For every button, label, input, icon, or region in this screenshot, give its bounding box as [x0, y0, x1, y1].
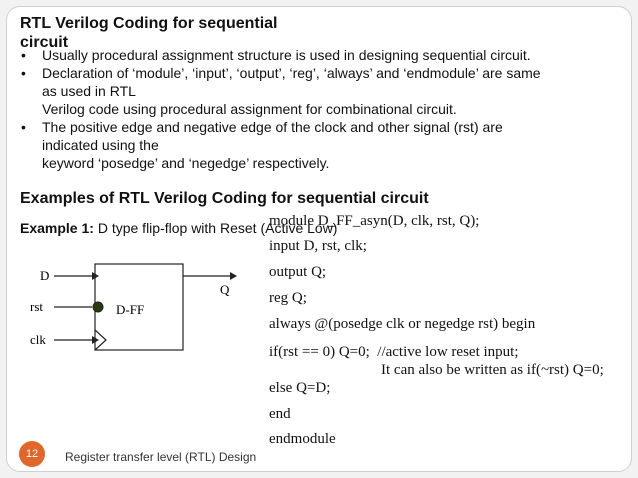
bullet-text: Verilog code using procedural assignment for combinational circuit.: [42, 101, 457, 117]
arrow-q-icon: [230, 272, 237, 280]
bullet-list: [20, 46, 620, 172]
slide: [6, 6, 632, 472]
input-label-d: D: [40, 268, 50, 283]
code-line: else Q=D;: [269, 380, 331, 396]
input-label-rst: rst: [30, 299, 43, 314]
slide-title: RTL Verilog Coding for sequential circuit: [20, 15, 278, 51]
input-label-clk: clk: [30, 332, 46, 347]
bullet-item: [20, 64, 620, 118]
bullet-text: as used in RTL: [42, 83, 136, 99]
bullet-text: indicated using the: [42, 137, 159, 153]
bullet-text: Usually procedural assignment structure is used in designing sequential circuit.: [42, 47, 531, 63]
bullet-text: The positive edge and negative edge of the clock and other signal (rst) are: [42, 119, 503, 135]
code-line: end: [269, 406, 291, 422]
dff-block-label: D-FF: [116, 302, 145, 317]
code-line: output Q;: [269, 264, 327, 280]
section-heading: Examples of RTL Verilog Coding for sequential circuit: [20, 190, 429, 207]
bullet-icon: •: [21, 119, 26, 135]
bullet-text: keyword ‘posedge’ and ‘negedge’ respectively.: [42, 155, 330, 171]
code-line: always @(posedge clk or negedge rst) begin: [269, 316, 536, 332]
code-line: module D_FF_asyn(D, clk, rst, Q);: [269, 213, 480, 229]
bullet-icon: •: [21, 65, 26, 81]
bullet-item: [20, 118, 620, 172]
example-text: D type flip-flop with Reset (Active Low): [93, 220, 338, 236]
code-comment-continuation: It can also be written as if(~rst) Q=0;: [381, 362, 604, 378]
bullet-text: Declaration of ‘module’, ‘input’, ‘output’, ‘reg’, ‘always’ and ‘endmodule’ are same: [42, 65, 541, 81]
bullet-item: [20, 46, 620, 64]
code-line: if(rst == 0) Q=0; //active low reset input;: [269, 344, 519, 360]
bullet-icon: •: [21, 47, 26, 63]
page-number-badge: 12: [19, 441, 45, 467]
reset-bubble-icon: [93, 302, 103, 312]
dff-diagram: [22, 261, 252, 361]
code-line: reg Q;: [269, 290, 307, 306]
example-label: Example 1:: [20, 220, 94, 236]
code-line: endmodule: [269, 431, 336, 447]
code-line: input D, rst, clk;: [269, 238, 367, 254]
footer-text: Register transfer level (RTL) Design: [65, 450, 257, 464]
output-label-q: Q: [220, 282, 230, 297]
